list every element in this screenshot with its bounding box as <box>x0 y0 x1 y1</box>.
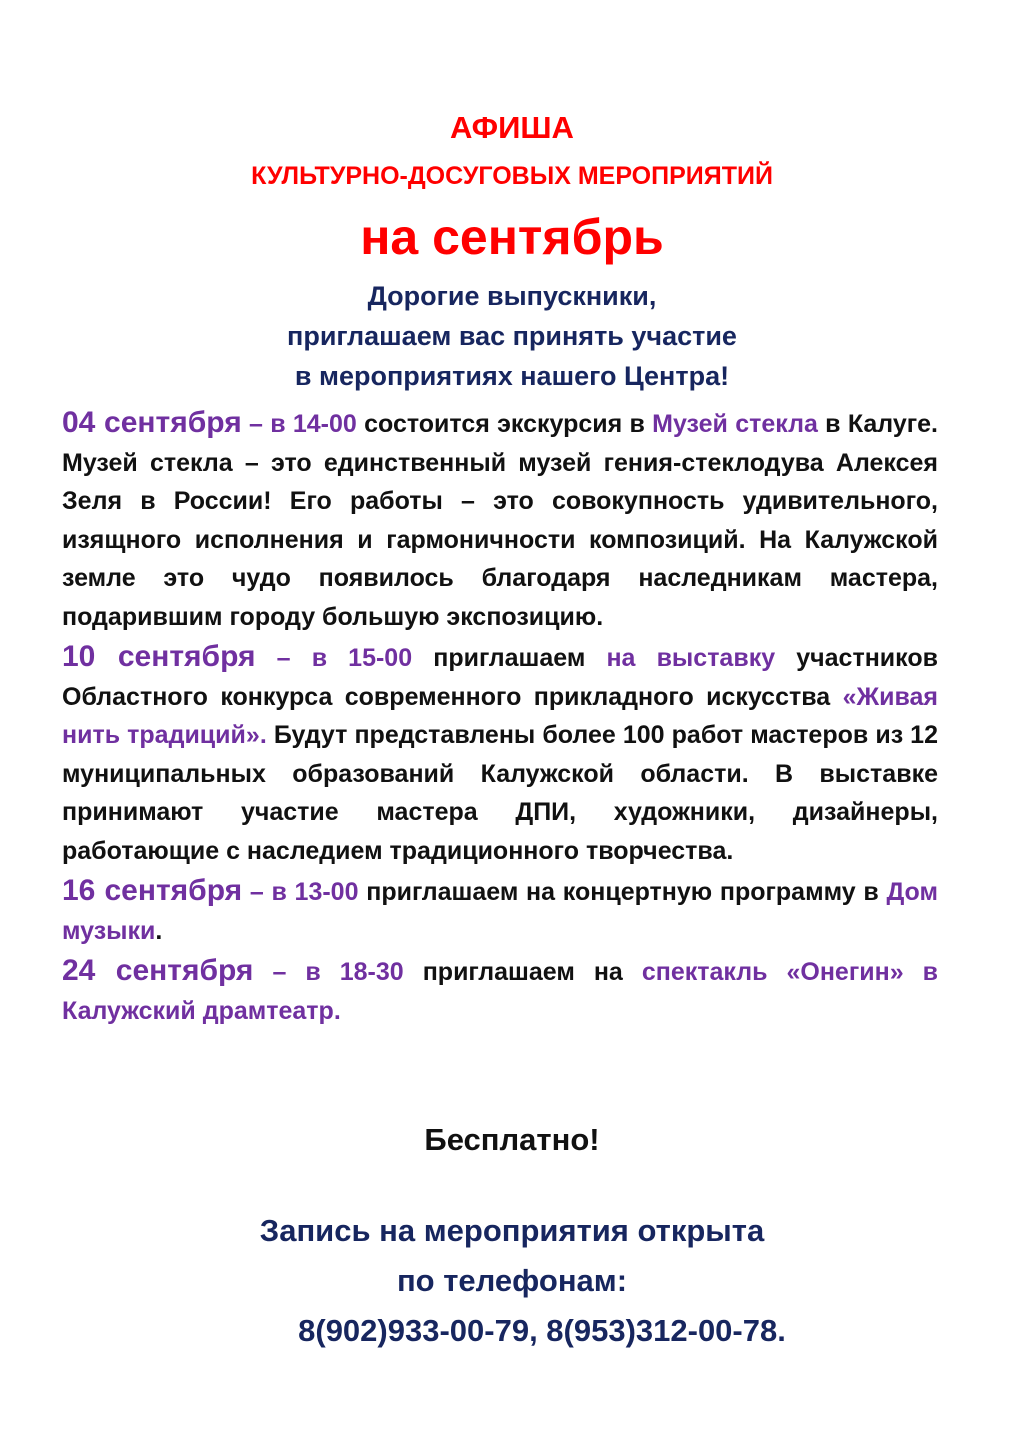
event-dash: – <box>249 878 264 906</box>
event-text: участников Областного конкурса современного прикладного искусства <box>62 644 938 711</box>
event-text: в Калуге. Музей стекла – это единственный музей гения-стеклодува Алексея Зеля в России! Его работы – это совокупность удивительного, изящного исполнения и гармоничности композиций. На Калужской земле это чудо появилось благодаря наследникам мастера, подарившим городу большую экспозицию. <box>62 410 939 631</box>
event-time: в 13-00 <box>271 878 359 906</box>
event-text: приглашаем на <box>403 958 642 986</box>
event-date: 24 сентября <box>62 954 254 987</box>
greeting <box>0 276 1024 396</box>
greeting-line-2: приглашаем вас принять участие <box>287 321 737 351</box>
event-text: приглашаем <box>412 644 607 672</box>
contact-line-2: по телефонам: <box>396 1263 628 1298</box>
poster-subtitle: КУЛЬТУРНО-ДОСУГОВЫХ МЕРОПРИЯТИЙ <box>251 162 773 190</box>
event-place: Дом музыки <box>62 878 938 945</box>
poster-title: АФИША <box>450 110 574 145</box>
event-place: на выставку <box>606 644 776 672</box>
greeting-line-1: Дорогие выпускники, <box>367 281 657 311</box>
event-place: Музей стекла <box>652 410 818 438</box>
event-place: спектакль «Онегин» в Калужский драмтеатр. <box>62 958 938 1025</box>
event-place: «Живая нить традиций». <box>62 682 938 749</box>
event-date: 10 сентября <box>62 640 256 673</box>
event-text: состоится экскурсия в <box>356 410 653 438</box>
event-time: в 18-30 <box>305 958 404 986</box>
events-list <box>62 404 938 1030</box>
greeting-line-3: в мероприятиях нашего Центра! <box>294 361 730 391</box>
free-label: Бесплатно! <box>424 1122 600 1157</box>
event-date: 16 сентября <box>62 874 243 907</box>
poster-month: на сентябрь <box>360 209 664 265</box>
event-text: приглашаем на концертную программу в <box>358 878 887 906</box>
event-dash: – <box>249 410 263 438</box>
event-text: Будут представлены более 100 работ мастеров из 12 муниципальных образований Калужской области. В выставке принимают участие мастера ДПИ, художники, дизайнеры, работающие с наследием традиционного творчества. <box>62 721 938 865</box>
contact-line-1: Запись на мероприятия открыта <box>259 1213 765 1248</box>
event-text: . <box>155 916 163 945</box>
event-item <box>62 404 938 636</box>
contact-block <box>0 1206 1024 1356</box>
event-time: в 15-00 <box>311 644 413 672</box>
event-date: 04 сентября <box>62 406 242 439</box>
event-dash: – <box>276 644 291 672</box>
event-time: в 14-00 <box>270 410 357 438</box>
event-item <box>62 872 938 950</box>
event-dash: – <box>272 958 287 986</box>
event-item <box>62 638 938 870</box>
event-item <box>62 952 938 1030</box>
phone-numbers: 8(902)933-00-79, 8(953)312-00-78. <box>298 1313 786 1348</box>
